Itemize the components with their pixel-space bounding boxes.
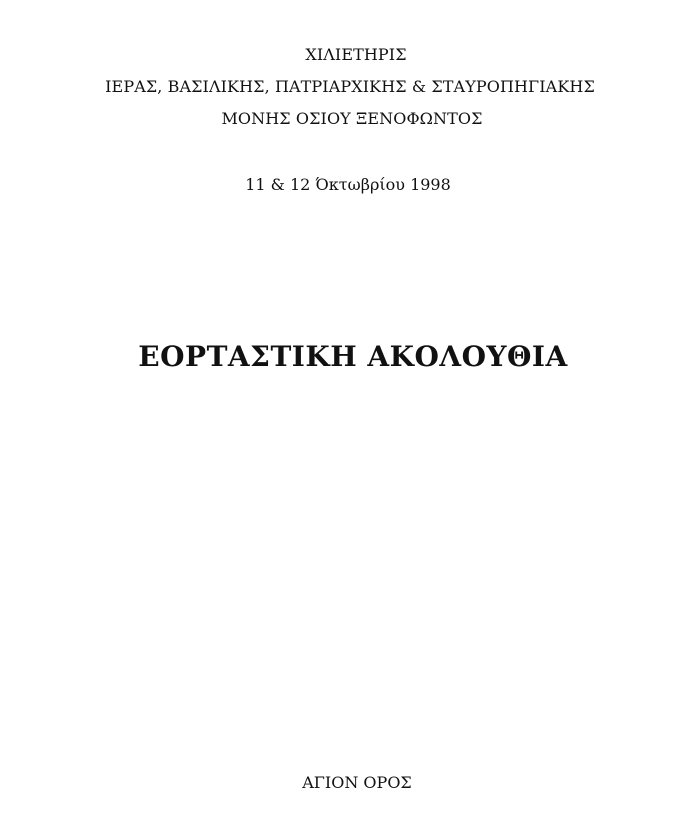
document-title: ΕΟΡΤΑΣΤΙΚΗ ΑΚΟΛΟΥΘΙΑ [138,340,568,373]
event-date: 11 & 12 Όκτωβρίου 1998 [245,175,451,194]
footer-location: ΑΓΙΟΝ ΟΡΟΣ [302,773,412,792]
header-line-1: ΧΙΛΙΕΤΗΡΙΣ [305,45,407,64]
header-line-3: ΜΟΝΗΣ ΟΣΙΟΥ ΞΕΝΟΦΩΝΤΟΣ [221,109,483,128]
header-line-2: ΙΕΡΑΣ, ΒΑΣΙΛΙΚΗΣ, ΠΑΤΡΙΑΡΧΙΚΗΣ & ΣΤΑΥΡΟΠΗΓΙΑΚΗΣ [105,77,595,96]
